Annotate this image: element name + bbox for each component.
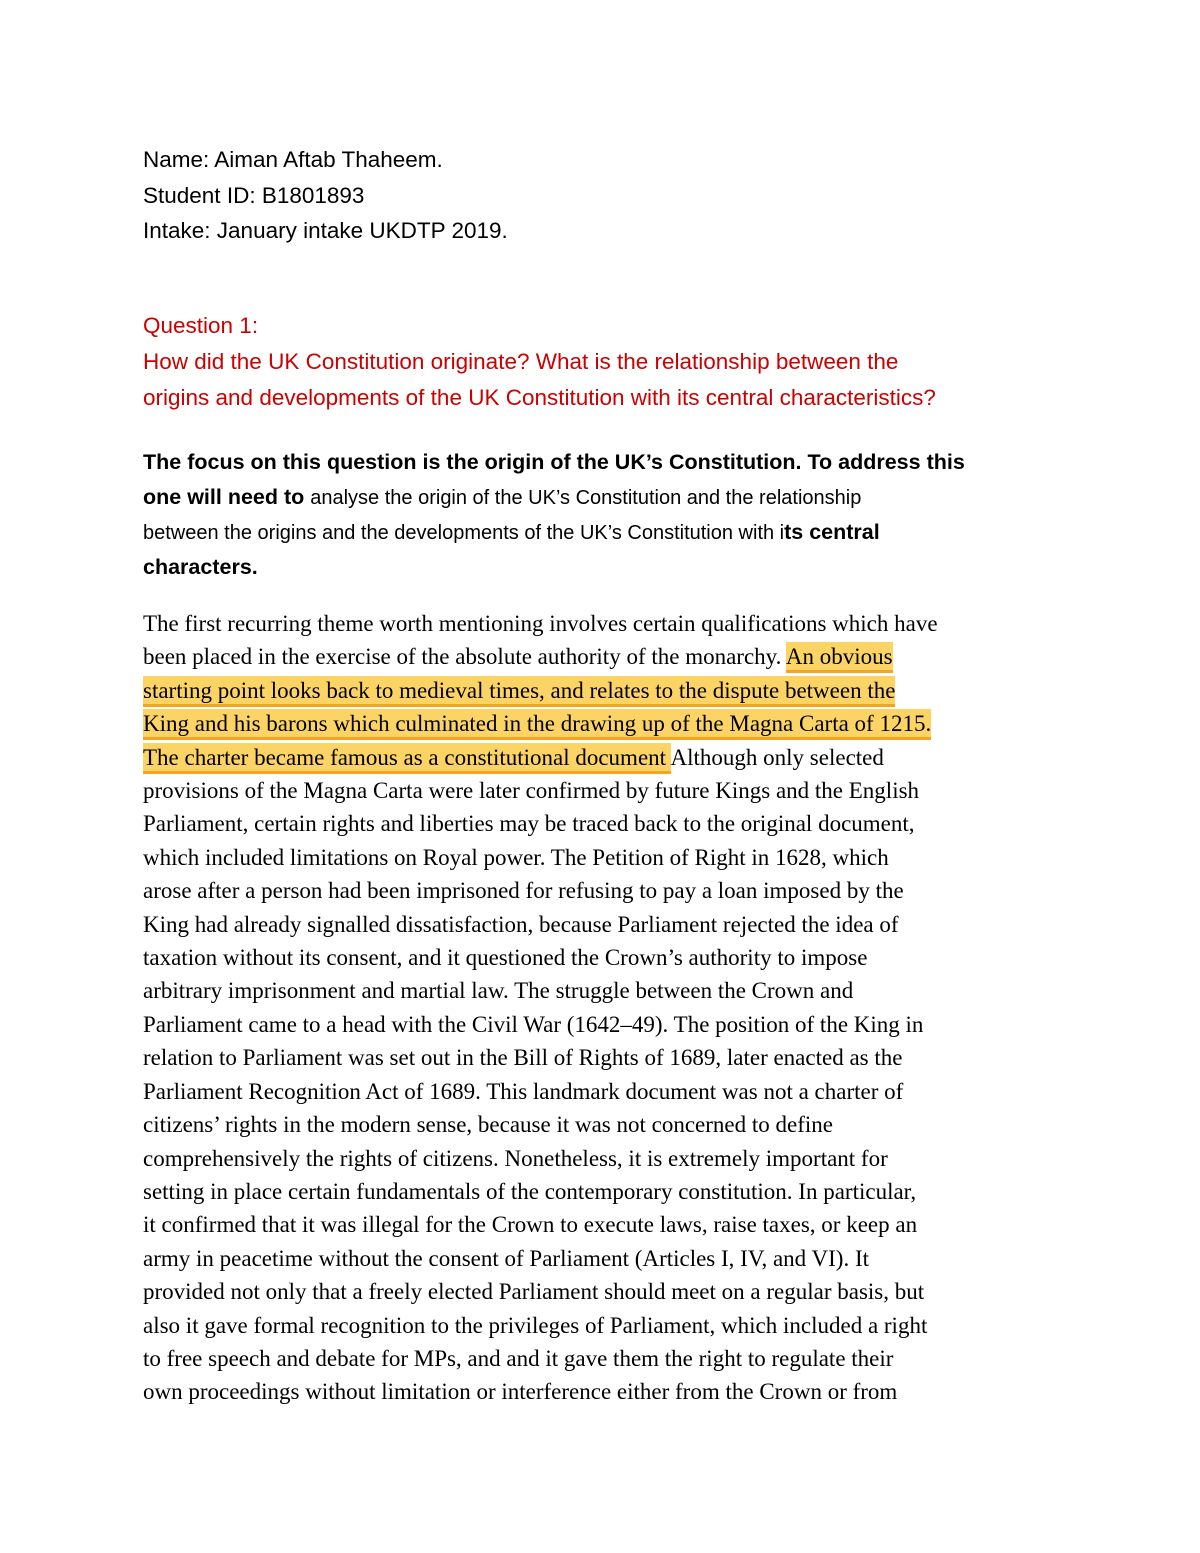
body-line xyxy=(143,674,1073,707)
question-text-line: origins and developments of the UK Constitution with its central characteristics? xyxy=(143,385,936,410)
body-line: arose after a person had been imprisoned for refusing to pay a loan imposed by the xyxy=(143,878,904,904)
highlighted-text: The charter became famous as a constitutional document xyxy=(143,743,671,774)
body-line: which included limitations on Royal power. The Petition of Right in 1628, which xyxy=(143,844,889,870)
highlighted-text: King and his barons which culminated in the drawing up of the Magna Carta of 1215. xyxy=(143,709,931,740)
body-line: provisions of the Magna Carta were later confirmed by future Kings and the English xyxy=(143,778,920,804)
body-line: army in peacetime without the consent of Parliament (Articles I, IV, and VI). It xyxy=(143,1245,869,1271)
body-line: taxation without its consent, and it questioned the Crown’s authority to impose xyxy=(143,945,868,971)
focus-line-4-bold: characters. xyxy=(143,555,258,579)
body-line: also it gave formal recognition to the privileges of Parliament, which included a right xyxy=(143,1312,928,1338)
focus-line xyxy=(143,516,1063,551)
focus-line-1: The focus on this question is the origin of the UK’s Constitution. To address this xyxy=(143,450,965,474)
focus-line xyxy=(143,551,1063,586)
question-section xyxy=(143,308,1063,416)
body-line: to free speech and debate for MPs, and and it gave them the right to regulate their xyxy=(143,1345,894,1371)
focus-line xyxy=(143,446,1063,481)
focus-line-3-bold: ts central xyxy=(784,520,880,544)
intake-line: Intake: January intake UKDTP 2019. xyxy=(143,218,508,243)
body-line: comprehensively the rights of citizens. Nonetheless, it is extremely important for xyxy=(143,1145,888,1171)
body-paragraph xyxy=(143,607,1073,1409)
body-line xyxy=(143,707,1073,740)
body-line: it confirmed that it was illegal for the Crown to execute laws, raise taxes, or keep an xyxy=(143,1212,918,1238)
body-line: Parliament Recognition Act of 1689. This landmark document was not a charter of xyxy=(143,1078,904,1104)
body-line: citizens’ rights in the modern sense, because it was not concerned to define xyxy=(143,1112,833,1138)
body-line: Parliament, certain rights and liberties may be traced back to the original document, xyxy=(143,811,915,837)
question-label: Question 1: xyxy=(143,313,259,338)
question-text-line: How did the UK Constitution originate? What is the relationship between the xyxy=(143,349,899,374)
body-line: King had already signalled dissatisfaction, because Parliament rejected the idea of xyxy=(143,911,899,937)
body-line: own proceedings without limitation or interference either from the Crown or from xyxy=(143,1379,898,1405)
body-line: relation to Parliament was set out in the Bill of Rights of 1689, later enacted as the xyxy=(143,1045,903,1071)
highlighted-text: starting point looks back to medieval times, and relates to the dispute between the xyxy=(143,676,895,707)
name-line: Name: Aiman Aftab Thaheem. xyxy=(143,147,443,172)
body-line: Parliament came to a head with the Civil War (1642–49). The position of the King in xyxy=(143,1011,924,1037)
focus-paragraph xyxy=(143,446,1063,586)
body-text: Although only selected xyxy=(670,744,884,770)
focus-line-2-bold: one will need to xyxy=(143,485,311,509)
body-line: provided not only that a freely elected Parliament should meet on a regular basis, but xyxy=(143,1279,925,1305)
focus-line-3-normal: between the origins and the developments of the UK’s Constitution with i xyxy=(143,522,785,544)
body-line xyxy=(143,741,1073,774)
focus-line xyxy=(143,481,1063,516)
body-line xyxy=(143,640,1073,673)
body-line: arbitrary imprisonment and martial law. The struggle between the Crown and xyxy=(143,978,854,1004)
student-info xyxy=(143,142,508,249)
body-line: setting in place certain fundamentals of the contemporary constitution. In particular, xyxy=(143,1178,917,1204)
student-id-line: Student ID: B1801893 xyxy=(143,182,365,208)
body-text: been placed in the exercise of the absolute authority of the monarchy. xyxy=(143,644,786,670)
focus-line-2-normal: analyse the origin of the UK’s Constitution and the relationship xyxy=(310,487,862,509)
body-line: The first recurring theme worth mentioning involves certain qualifications which have xyxy=(143,611,938,636)
highlighted-text: An obvious xyxy=(786,642,893,673)
